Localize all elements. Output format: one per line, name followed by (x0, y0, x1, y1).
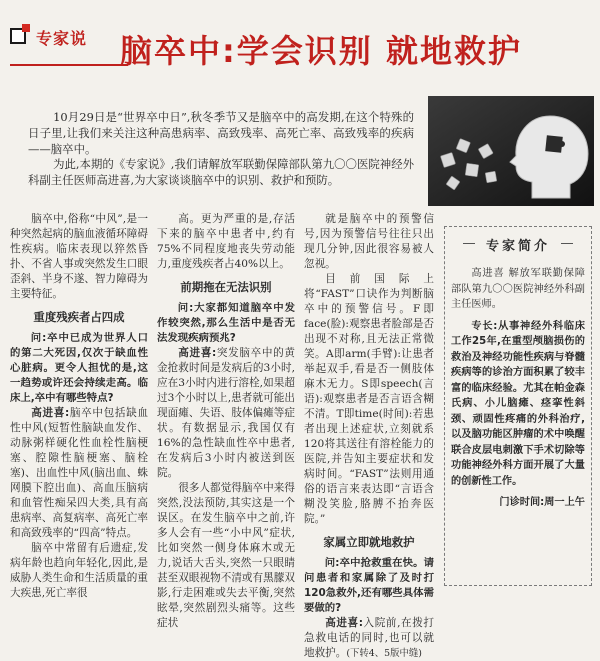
intro-paragraph: 10月29日是“世界卒中日”,秋冬季节又是脑卒中的高发期,在这个特殊的日子里,让我们来关注这种高患病率、高致残率、高死亡率、高致残率的疾病——脑卒中。 (28, 110, 414, 156)
article-column-1 (10, 212, 148, 601)
question: 问:卒中抢救重在快。请问患者和家属除了及时打120急救外,还有哪些具体需要做的? (304, 557, 434, 614)
column-label-rule (10, 64, 128, 66)
answer-text: 突发脑卒中的黄金抢救时间是发病后的3小时,应在3小时内进行溶栓,如果超过3个小时以上,患者就可能出现面瘫、失语、肢体偏瘫等症状。有数据显示,我国仅有16%的急性缺血性卒中患者,在发病后3小时内被送到医院。 (157, 347, 295, 479)
answer (304, 616, 434, 661)
question: 问:卒中已成为世界人口的第二大死因,仅次于缺血性心脏病。更令人担忧的是,这一趋势或许还会持续走高。临床上,卒中有哪些特点? (10, 332, 148, 404)
paragraph: 脑卒中,俗称“中风”,是一种突然起病的脑血液循环障碍性疾病。临床表现以猝然昏扑、不省人事或突然发生口眼歪斜、半身不遂、智力障碍为主要特征。 (10, 213, 148, 300)
paragraph: 脑卒中常留有后遗症,发病年龄也趋向年轻化,因此,是威胁人类生命和生活质量的重大疾患,死亡率很 (10, 542, 148, 599)
subheading: 家属立即就地救护 (323, 535, 415, 549)
subheading: 前期拖在无法识别 (180, 280, 272, 294)
column-label-text: 专家说 (36, 29, 88, 48)
answer-speaker: 高进喜: (178, 347, 217, 359)
paragraph: 很多人都觉得脑卒中来得突然,没法预防,其实这是一个误区。在发生脑卒中之前,许多人会有一些“小中风”症状,比如突然一侧身体麻木或无力,说话大舌头,突然一只眼睛甚至双眼视物不清或有黑朦双影,行走困难或失去平衡,突然眩晕,突然剧烈头痛等。这些症状 (157, 482, 295, 629)
answer-text: 入院前,在拨打急救电话的同时,也可以就地救护。 (304, 617, 434, 659)
paragraph: 就是脑卒中的预警信号,因为预警信号往往只出现几分钟,因此很容易被人忽视。 (304, 213, 434, 270)
subheading: 重度残疾者占四成 (33, 310, 125, 324)
expert-profile-title: 专家简介 (451, 235, 585, 254)
headline: 脑卒中:学会识别 就地救护 (120, 32, 522, 70)
column-label (10, 24, 128, 50)
intro (28, 110, 414, 189)
continued-note: (下转4、5版中缝) (346, 648, 422, 659)
expert-specialty: 专长:从事神经外科临床工作25年,在重型颅脑损伤的救治及神经功能性疾病与脊髓疾病等的诊治方面积累了较丰富的临床经验。尤其在帕金森氏病、小儿脑瘫、痉挛性斜颈、顽固性疼痛的外科治疗,以及脑功能区肿瘤的术中唤醒联合皮层电刺激下手术切除等功能神经外科方面开展了大量的创新性工作。 (451, 320, 585, 487)
answer-text: 脑卒中包括缺血性中风(短暂性脑缺血发作、动脉粥样硬化性血栓性脑梗塞、腔隙性脑梗塞、脑栓塞)、出血性中风(脑出血、蛛网膜下腔出血)、高血压脑病和血管性痴呆四大类,具有高患病率、高复病率、高死亡率和高致残率的“四高”特点。 (10, 407, 148, 539)
paragraph: 目前国际上将“FAST”口诀作为判断脑卒中的预警信号。F即face(脸):观察患者脸部是否出现不对称,且无法正常微笑。A即arm(手臂):让患者举起双手,看是否一侧肢体麻木无力。S即speech(言语):观察患者是否言语含糊不清。T即time(时间):若患者出现上述症状,立刻就系120将其送往有溶栓能力的医院,并告知主要症状和发病时间。“FAST”法则用通俗的语言来表达即“言语含糊没笑脸,胳膊不抬奔医院。” (304, 273, 434, 525)
paragraph: 高。更为严重的是,存活下来的脑卒中患者中,约有75%不同程度地丧失劳动能力,重度残疾者占40%以上。 (157, 213, 295, 270)
head-puzzle-illustration (428, 96, 594, 206)
answer (10, 406, 148, 541)
answer-speaker: 高进喜: (325, 617, 363, 629)
question: 问:大家都知道脑卒中发作较突然,那么生活中是否无法发现疾病预兆? (157, 302, 295, 344)
article-column-3 (304, 212, 434, 661)
expert-profile-box (444, 226, 592, 586)
clinic-hours: 门诊时间:周一上午 (499, 497, 585, 508)
article-column-2 (157, 212, 295, 631)
intro-paragraph: 为此,本期的《专家说》,我们请解放军联勤保障部队第九〇〇医院神经外科副主任医师高进喜,为大家谈谈脑卒中的识别、救护和预防。 (28, 157, 414, 188)
answer-speaker: 高进喜: (31, 407, 70, 419)
column-label-box-icon (10, 28, 26, 44)
answer (157, 346, 295, 481)
expert-bio: 高进喜 解放军联勤保障部队第九〇〇医院神经外科副主任医师。 (451, 268, 585, 310)
